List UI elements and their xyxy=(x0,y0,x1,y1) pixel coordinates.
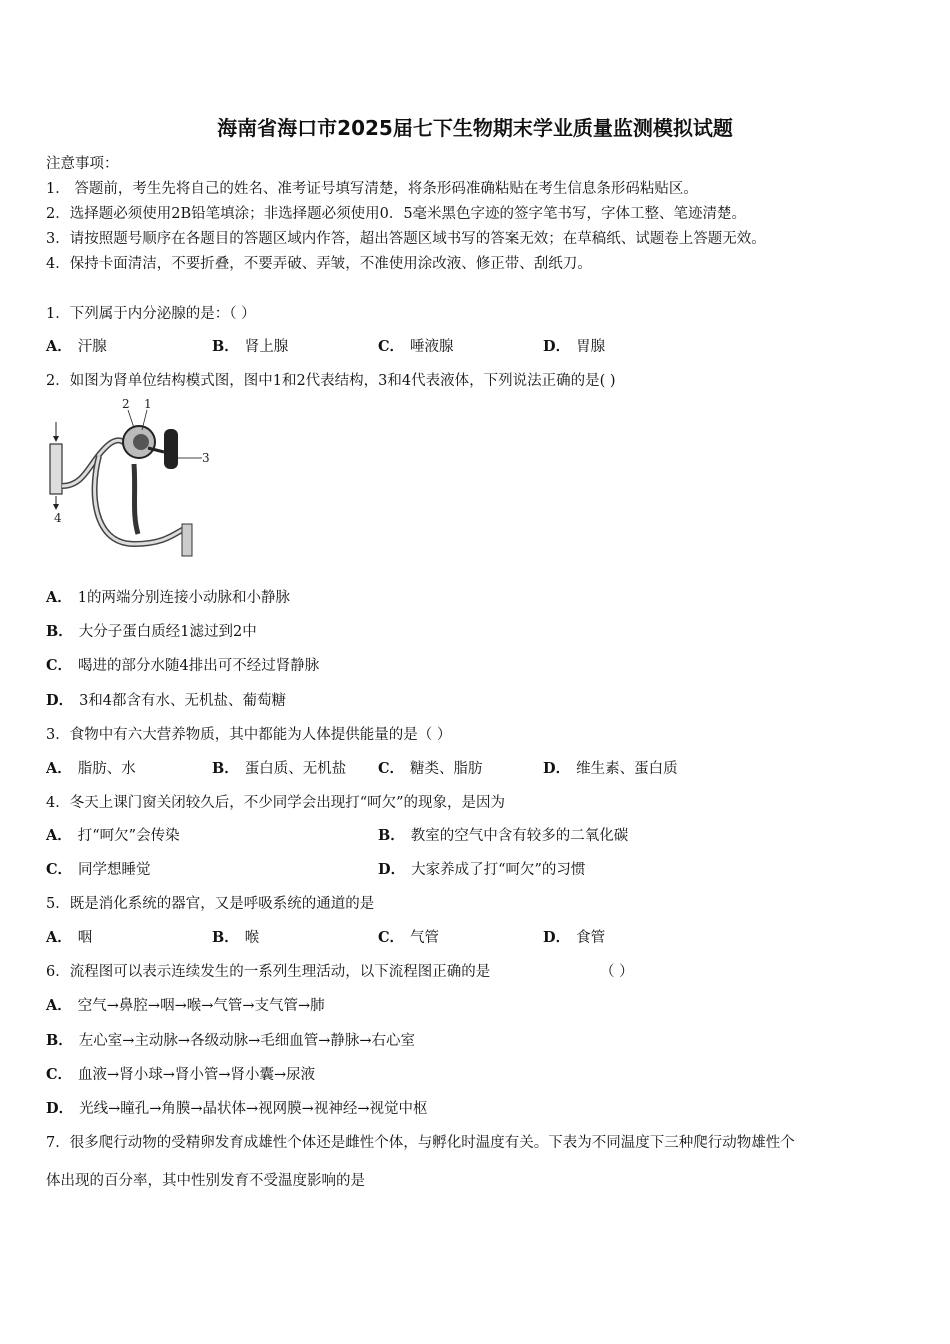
notice-item: 2．选择题必须使用2B铅笔填涂；非选择题必须使用0．5毫米黑色字迹的签字笔书写，字体工整、笔迹清楚。 xyxy=(46,206,747,222)
question-2-stem: 2．如图为肾单位结构模式图，图中1和2代表结构，3和4代表液体，下列说法正确的是( ) xyxy=(46,373,616,389)
q2-option-b[interactable]: B． 大分子蛋白质经1滤过到2中 xyxy=(46,623,257,640)
q4-option-a[interactable]: A． 打“呵欠”会传染 xyxy=(46,827,180,844)
page-title: 海南省海口市2025届七下生物期末学业质量监测模拟试题 xyxy=(217,116,733,140)
figure-label-3: 3 xyxy=(202,451,210,465)
question-6-answer-paren: （ ） xyxy=(600,964,634,980)
q1-option-d[interactable]: D． 胃腺 xyxy=(543,338,606,355)
q4-option-b[interactable]: B． 教室的空气中含有较多的二氧化碳 xyxy=(378,827,629,844)
q1-option-a[interactable]: A． 汗腺 xyxy=(46,338,107,355)
question-6-stem: 6．流程图可以表示连续发生的一系列生理活动，以下流程图正确的是 xyxy=(46,964,491,980)
q3-option-c[interactable]: C． 糖类、脂肪 xyxy=(378,760,483,777)
q1-option-c[interactable]: C． 唾液腺 xyxy=(378,338,454,355)
question-7-stem-line-2: 体出现的百分率，其中性别发育不受温度影响的是 xyxy=(46,1173,365,1189)
notice-heading: 注意事项： xyxy=(46,156,119,172)
question-5-stem: 5．既是消化系统的器官，又是呼吸系统的通道的是 xyxy=(46,896,375,912)
q5-option-a[interactable]: A． 咽 xyxy=(46,929,93,946)
figure-label-1: 1 xyxy=(144,397,152,411)
q2-option-a[interactable]: A． 1的两端分别连接小动脉和小静脉 xyxy=(46,589,290,606)
notice-item: 3．请按照题号顺序在各题目的答题区域内作答，超出答题区域书写的答案无效；在草稿纸、试题卷上答题无效。 xyxy=(46,231,766,247)
notice-item: 1． 答题前，考生先将自己的姓名、准考证号填写清楚，将条形码准确粘贴在考生信息条形码粘贴区。 xyxy=(46,181,698,197)
q3-option-d[interactable]: D． 维生素、蛋白质 xyxy=(543,760,678,777)
q5-option-c[interactable]: C． 气管 xyxy=(378,929,440,946)
q6-option-b[interactable]: B． 左心室→主动脉→各级动脉→毛细血管→静脉→右心室 xyxy=(46,1032,416,1049)
q4-option-c[interactable]: C． 同学想睡觉 xyxy=(46,861,151,878)
q6-option-d[interactable]: D． 光线→瞳孔→角膜→晶状体→视网膜→视神经→视觉中枢 xyxy=(46,1100,428,1117)
question-7-stem-line-1: 7．很多爬行动物的受精卵发育成雄性个体还是雌性个体，与孵化时温度有关。下表为不同温度下三种爬行动物雄性个 xyxy=(46,1135,795,1151)
notice-item: 4．保持卡面清洁，不要折叠，不要弄破、弄皱，不准使用涂改液、修正带、刮纸刀。 xyxy=(46,256,592,272)
q6-option-c[interactable]: C． 血液→肾小球→肾小管→肾小囊→尿液 xyxy=(46,1066,316,1083)
q3-option-b[interactable]: B． 蛋白质、无机盐 xyxy=(212,760,347,777)
q5-option-d[interactable]: D． 食管 xyxy=(543,929,606,946)
question-1-stem: 1．下列属于内分泌腺的是：（ ） xyxy=(46,306,256,322)
q3-option-a[interactable]: A． 脂肪、水 xyxy=(46,760,136,777)
question-3-stem: 3．食物中有六大营养物质，其中都能为人体提供能量的是（ ） xyxy=(46,727,452,743)
q2-option-c[interactable]: C． 喝进的部分水随4排出可不经过肾静脉 xyxy=(46,657,320,674)
q5-option-b[interactable]: B． 喉 xyxy=(212,929,260,946)
figure-label-2: 2 xyxy=(122,397,130,411)
q4-option-d[interactable]: D． 大家养成了打“呵欠”的习惯 xyxy=(378,861,586,878)
q6-option-a[interactable]: A． 空气→鼻腔→咽→喉→气管→支气管→肺 xyxy=(46,997,325,1014)
figure-label-4: 4 xyxy=(54,511,62,525)
q1-option-b[interactable]: B． 肾上腺 xyxy=(212,338,289,355)
question-4-stem: 4．冬天上课门窗关闭较久后，不少同学会出现打“呵欠”的现象，是因为 xyxy=(46,795,506,811)
q2-option-d[interactable]: D． 3和4都含有水、无机盐、葡萄糖 xyxy=(46,692,287,709)
nephron-diagram xyxy=(44,394,219,559)
